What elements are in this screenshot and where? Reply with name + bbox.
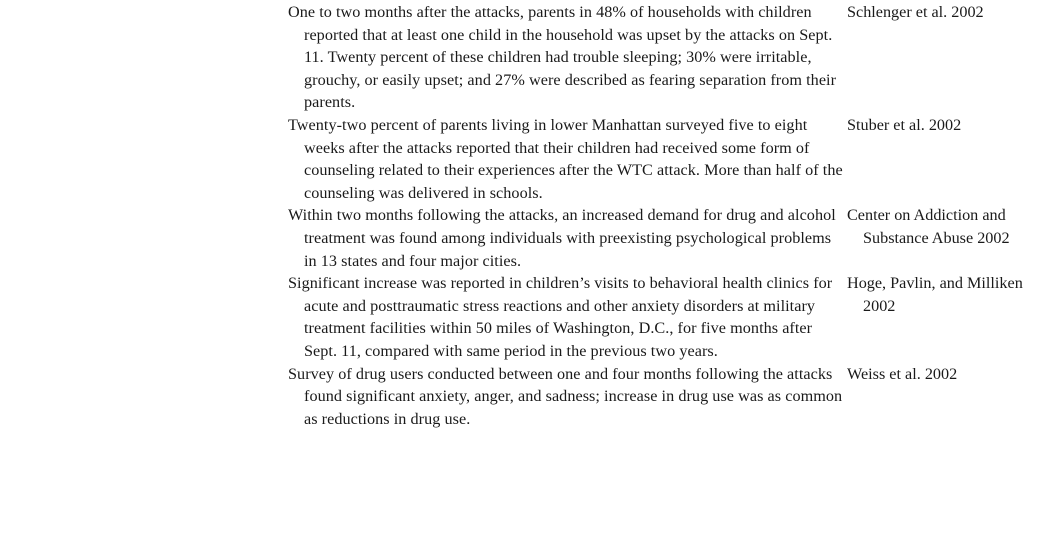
- table-row: [288, 114, 1051, 204]
- table-row: [288, 1, 1051, 114]
- finding-text: Significant increase was reported in children’s visits to behavioral health clinics for acute and posttraumatic stress reactions and other anxiety disorders at military treatment facilities within 50 miles of Washington, D.C., for five months after Sept. 11, compared with same period in the previous two years.: [288, 274, 833, 360]
- citation-text: Schlenger et al. 2002: [847, 3, 984, 21]
- citation-text: Stuber et al. 2002: [847, 115, 962, 134]
- table-row: [288, 363, 1051, 431]
- table-row: [288, 272, 1051, 362]
- citation-text: Weiss et al. 2002: [847, 364, 958, 383]
- finding-text: Within two months following the attacks, an increased demand for drug and alcohol treatment was found among individuals with preexisting psychological problems in 13 states and four major cities.: [288, 206, 836, 270]
- finding-text: Survey of drug users conducted between one and four months following the attacks found significant anxiety, anger, and sadness; increase in drug use was as common as reductions in drug use.: [288, 364, 843, 428]
- findings-table: [288, 1, 1051, 430]
- finding-text: One to two months after the attacks, parents in 48% of households with children reported that at least one child in the household was upset by the attacks on Sept. 11. Twenty percent of these children had trouble sleeping; 30% were irritable, grouchy, or easily upset; and 27% were described as fearing separation from their parents.: [288, 3, 837, 112]
- table-row: [288, 204, 1051, 272]
- finding-text: Twenty-two percent of parents living in lower Manhattan surveyed five to eight weeks after the attacks reported that their children had received some form of counseling related to their experiences after the WTC attack. More than half of the counseling was delivered in schools.: [288, 115, 843, 202]
- citation-text: Hoge, Pavlin, and Milliken 2002: [847, 274, 1023, 315]
- citation-text: Center on Addiction and Substance Abuse 2002: [847, 206, 1010, 247]
